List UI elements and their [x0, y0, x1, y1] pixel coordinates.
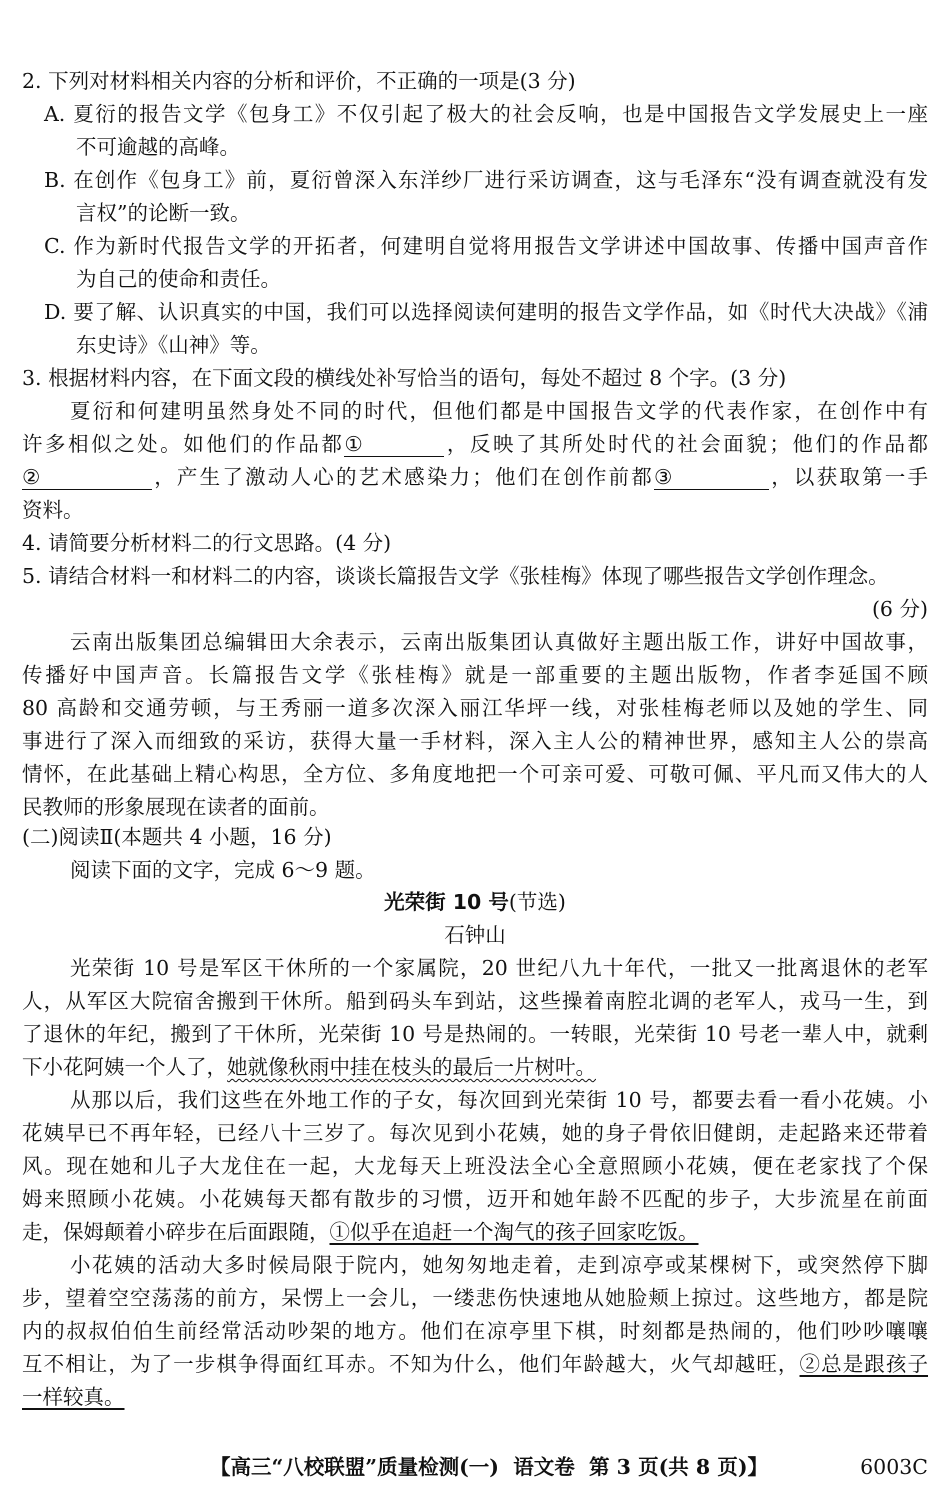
story-title-text: 光荣街 10 号 — [384, 890, 509, 914]
q5-para-line: 情怀，在此基础上精心构思，全方位、多角度地把一个可亲可爱、可敬可佩、平凡而又伟大的人 — [22, 762, 928, 786]
q2-option-c-line2: 为自己的使命和责任。 — [76, 267, 281, 291]
q5-para-line: 民教师的形象展现在读者的面前。 — [22, 795, 330, 819]
q3-stem: 3. 根据材料内容，在下面文段的横线处补写恰当的语句，每处不超过 8 个字。(3 分) — [22, 366, 787, 390]
q3-para-line1: 夏衍和何建明虽然身处不同的时代，但他们都是中国报告文学的代表作家，在创作中有 — [70, 399, 928, 423]
q3-para-line2: 许多相似之处。如他们的作品都① ，反映了其所处时代的社会面貌；他们的作品都 — [22, 432, 929, 456]
answer-blank-2[interactable]: ② — [22, 465, 152, 490]
q2-option-a-line2: 不可逾越的高峰。 — [76, 135, 240, 159]
story-line: 下小花阿姨一个人了，她就像秋雨中挂在枝头的最后一片树叶。 — [22, 1055, 596, 1079]
story-line: 姆来照顾小花姨。小花姨每天都有散步的习惯，迈开和她年龄不匹配的步子，大步流星在前面 — [22, 1187, 928, 1211]
story-line: 人，从军区大院宿舍搬到干休所。船到码头车到站，这些操着南腔北调的老军人，戎马一生，到 — [22, 989, 928, 1013]
q2-option-a-line1: A. 夏衍的报告文学《包身工》不仅引起了极大的社会反响，也是中国报告文学发展史上一座 — [44, 102, 928, 126]
story-author: 石钟山 — [444, 923, 506, 947]
underlined-sentence-2-end: 一样较真。 — [22, 1385, 125, 1409]
footer-subject: 语文卷 — [513, 1455, 575, 1479]
story-line — [22, 1382, 125, 1412]
q2-option-b-line1: B. 在创作《包身工》前，夏衍曾深入东洋纱厂进行采访调查，这与毛泽东“没有调查就没有发 — [44, 168, 928, 192]
q5-para-line: 云南出版集团总编辑田大余表示，云南出版集团认真做好主题出版工作，讲好中国故事， — [70, 630, 928, 654]
story-line: 走，保姆颠着小碎步在后面跟随，①似乎在追赶一个淘气的孩子回家吃饭。 — [22, 1220, 699, 1244]
wavy-underlined-sentence: 她就像秋雨中挂在枝头的最后一片树叶。 — [227, 1055, 596, 1079]
story-line: 从那以后，我们这些在外地工作的子女，每次回到光荣街 10 号，都要去看一看小花姨。小 — [70, 1088, 928, 1112]
q2-option-d-line2: 东史诗》《山神》等。 — [76, 333, 271, 357]
footer-page-number: 第 3 页(共 8 页)】 — [589, 1455, 769, 1479]
story-line: 了退休的年纪，搬到了干休所，光荣街 10 号是热闹的。一转眼，光荣街 10 号老一辈人中，就剩 — [22, 1022, 928, 1046]
story-line: 内的叔叔伯伯生前经常活动吵架的地方。他们在凉亭里下棋，时刻都是热闹的，他们吵吵嚷嚷 — [22, 1319, 928, 1343]
q5-para-line: 传播好中国声音。长篇报告文学《张桂梅》就是一部重要的主题出版物，作者李延国不顾 — [22, 663, 928, 687]
q5-para-line: 80 高龄和交通劳顿，与王秀丽一道多次深入丽江华坪一线，对张桂梅老师以及她的学生、同 — [22, 696, 928, 720]
story-line: 步，望着空空荡荡的前方，呆愣上一会儿，一缕悲伤快速地从她脸颊上掠过。这些地方，都是院 — [22, 1286, 928, 1310]
q2-option-d-line1: D. 要了解、认识真实的中国，我们可以选择阅读何建明的报告文学作品，如《时代大决战》《浦 — [44, 300, 928, 324]
q3-para-line3: ② ，产生了激动人心的艺术感染力；他们在创作前都③ ，以获取第一手 — [22, 465, 929, 489]
story-line: 风。现在她和儿子大龙住在一起，大龙每天上班没法全心全意照顾小花姨，便在老家找了个保 — [22, 1154, 928, 1178]
story-line: 花姨早已不再年轻，已经八十三岁了。每次见到小花姨，她的身子骨依旧健朗，走起路来还带着 — [22, 1121, 928, 1145]
story-line: 互不相让，为了一步棋争得面红耳赤。不知为什么，他们年龄越大，火气却越旺，②总是跟孩子 — [22, 1352, 929, 1376]
answer-blank-3[interactable]: ③ — [654, 465, 769, 490]
q2-option-c-line1: C. 作为新时代报告文学的开拓者，何建明自觉将用报告文学讲述中国故事、传播中国声音作 — [44, 234, 928, 258]
footer-paper-code: 6003C — [860, 1455, 928, 1479]
story-title-note: (节选) — [508, 890, 566, 914]
page-footer — [210, 1452, 768, 1482]
story-line: 光荣街 10 号是军区干休所的一个家属院，20 世纪八九十年代，一批又一批离退休的老军 — [70, 956, 928, 980]
story-title — [0, 887, 950, 917]
section-heading: (二)阅读Ⅱ(本题共 4 小题，16 分) — [22, 825, 332, 849]
footer-exam-name: 【高三“八校联盟”质量检测(一) — [210, 1455, 499, 1479]
answer-blank-1[interactable]: ① — [344, 432, 444, 457]
q3-para-line4: 资料。 — [22, 498, 84, 522]
underlined-sentence-2: ②总是跟孩子 — [799, 1352, 929, 1376]
section-instruction: 阅读下面的文字，完成 6～9 题。 — [70, 858, 376, 882]
q2-option-b-line2: 言权”的论断一致。 — [76, 201, 251, 225]
q4-stem: 4. 请简要分析材料二的行文思路。(4 分) — [22, 531, 392, 555]
underlined-sentence-1: ①似乎在追赶一个淘气的孩子回家吃饭。 — [329, 1220, 699, 1244]
q5-score: (6 分) — [871, 597, 928, 621]
q5-para-line: 事进行了深入而细致的采访，获得大量一手材料，深入主人公的精神世界，感知主人公的崇高 — [22, 729, 928, 753]
q5-stem: 5. 请结合材料一和材料二的内容，谈谈长篇报告文学《张桂梅》体现了哪些报告文学创作理念。 — [22, 564, 889, 588]
q2-stem: 2. 下列对材料相关内容的分析和评价，不正确的一项是(3 分) — [22, 69, 576, 93]
story-line: 小花姨的活动大多时候局限于院内，她匆匆地走着，走到凉亭或某棵树下，或突然停下脚 — [70, 1253, 928, 1277]
